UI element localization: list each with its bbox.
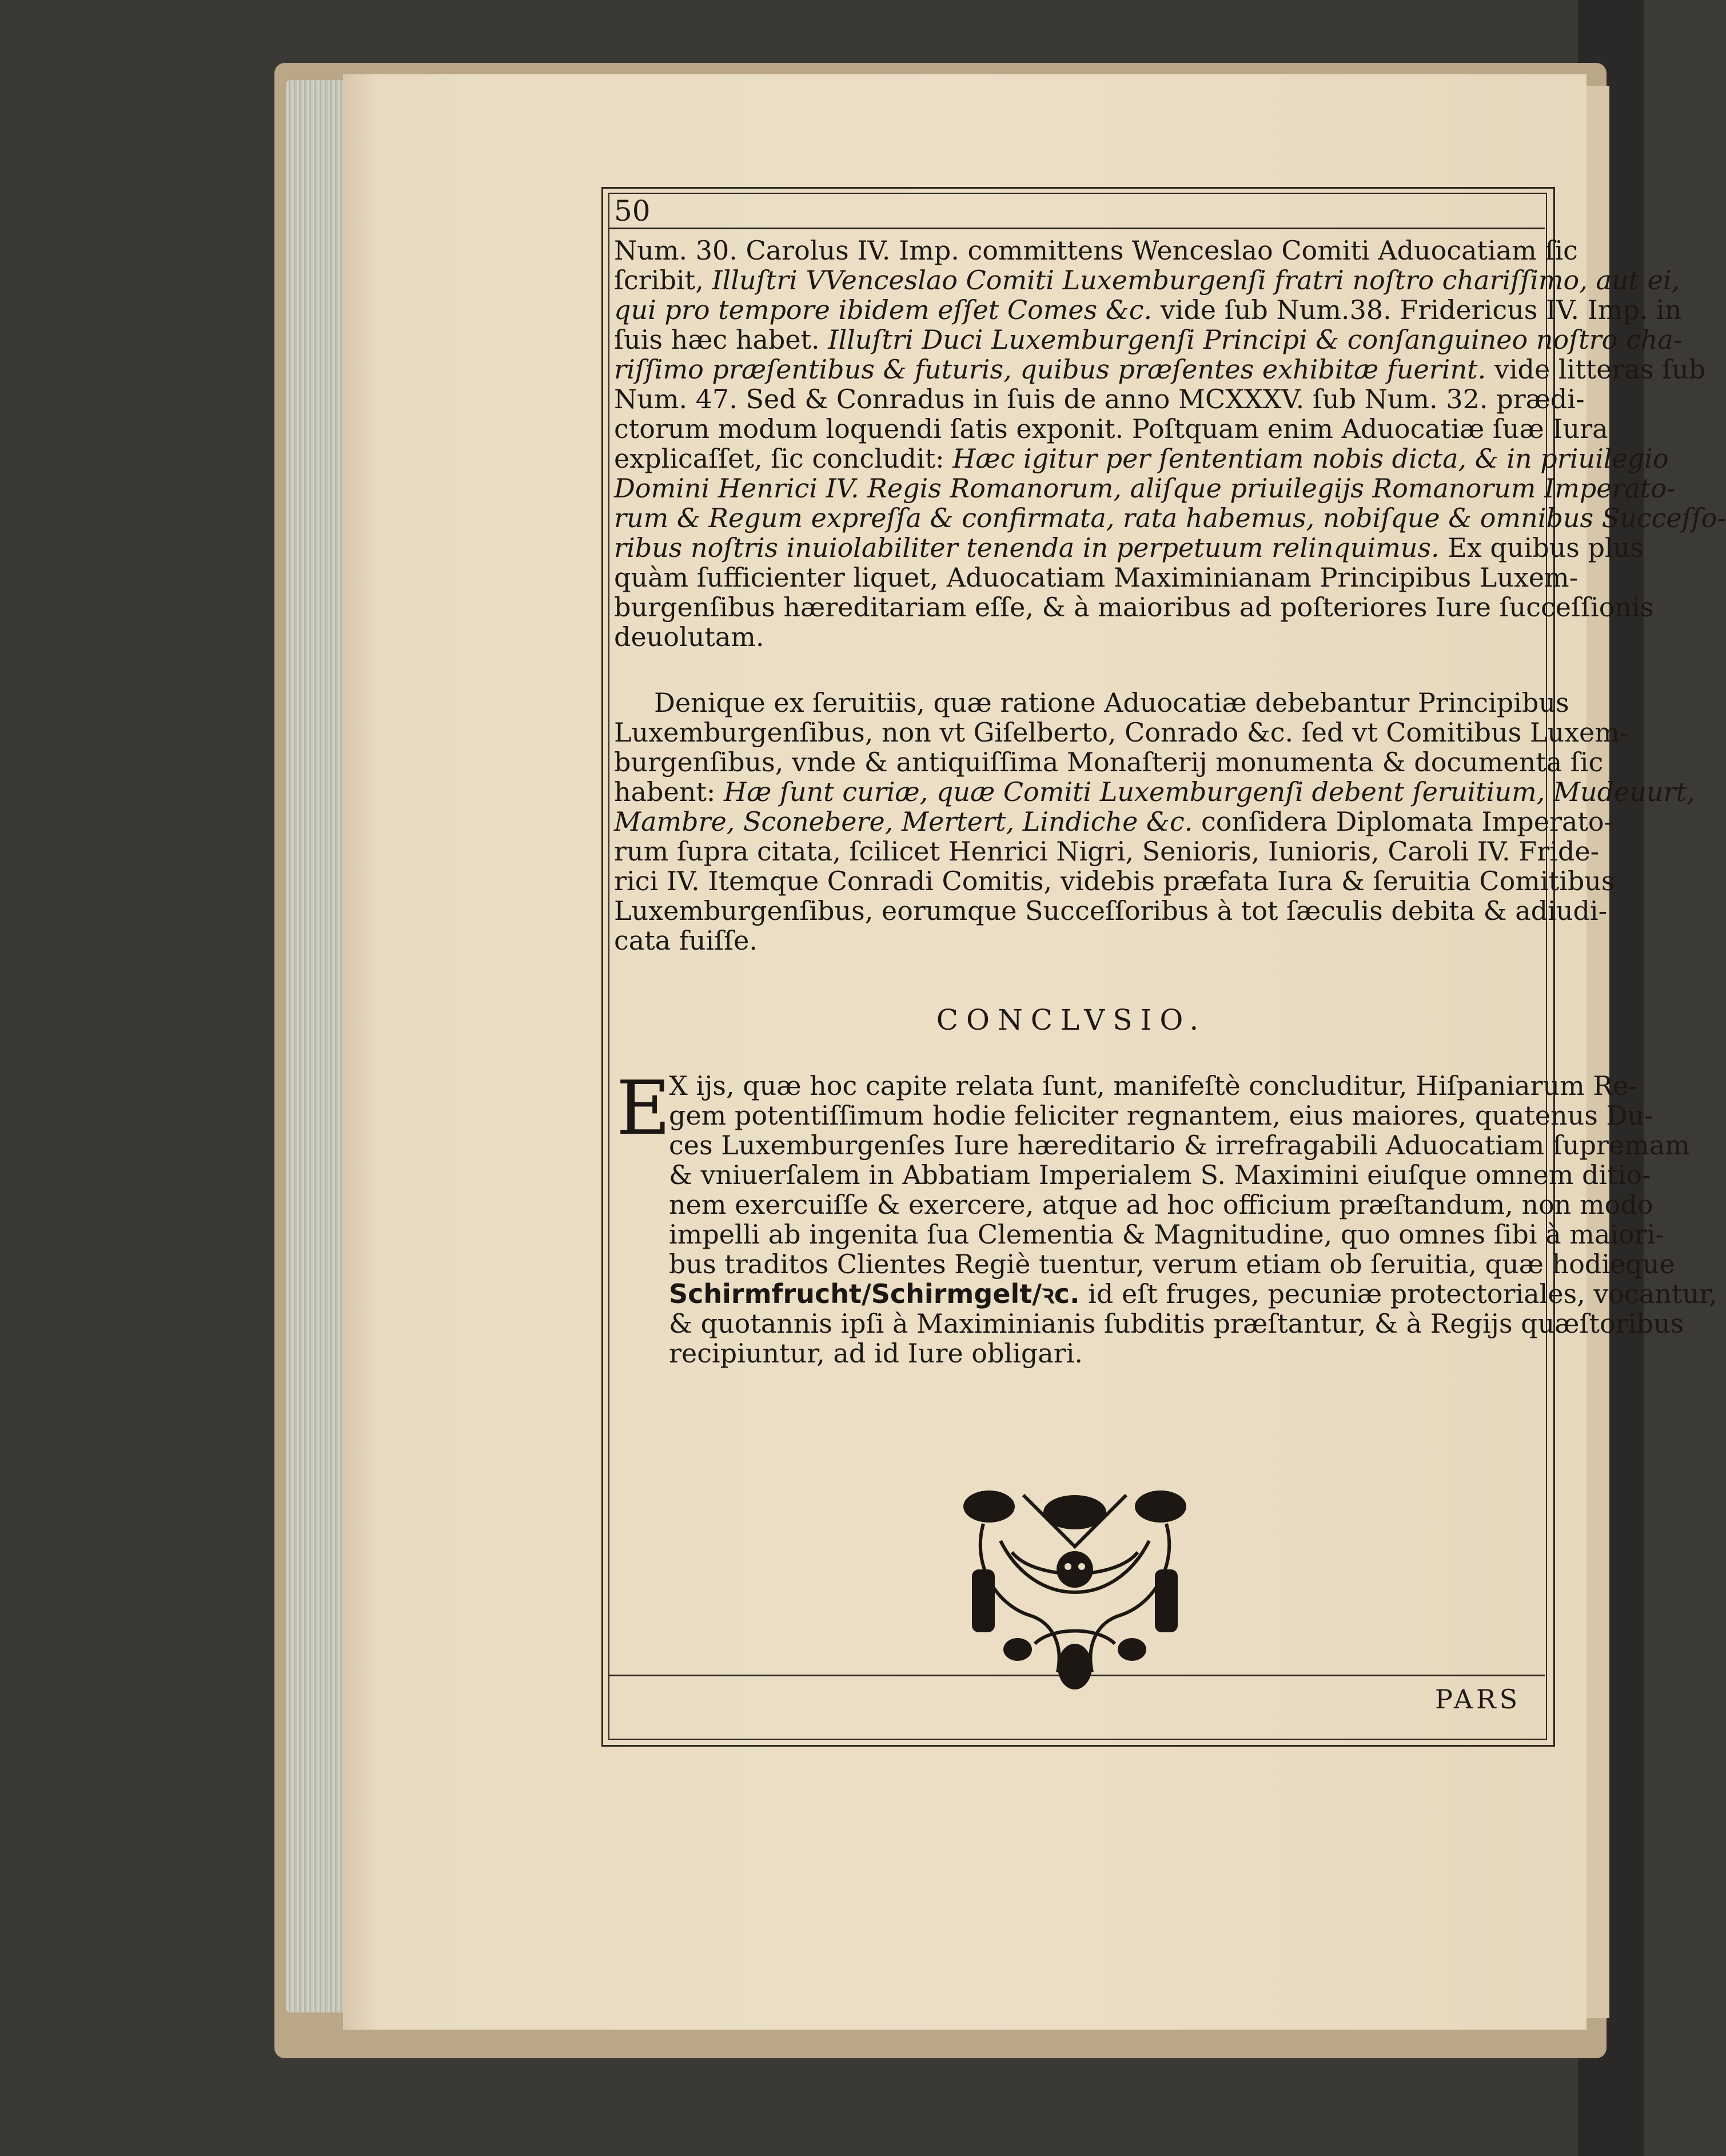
text-segment: id eſt fruges, pecuniæ protectoriales, vocantur,	[1079, 1278, 1717, 1309]
text-line	[614, 473, 1676, 504]
italic-text: Illuſtri Duci Luxemburgenſi Principi & conſanguineo noſtro cha-	[828, 324, 1683, 355]
text-line	[669, 1189, 1653, 1220]
text-line	[614, 413, 1608, 444]
text-segment: vide ſub Num.38. Fridericus IV. Imp. in	[1152, 294, 1682, 325]
text-segment: rici IV. Itemque Conradi Comitis, videbis præfata Iura & ſeruitia Comitibus	[614, 866, 1615, 896]
page-number: 50	[614, 194, 651, 228]
text-segment: habent:	[614, 776, 724, 807]
text-line	[614, 776, 1695, 807]
italic-text: rum & Regum expreſſa & confirmata, rata habemus, nobiſque & omnibus Succeſſo-	[614, 503, 1726, 533]
text-segment: rum ſupra citata, ſcilicet Henrici Nigri, Senioris, Iunioris, Caroli IV. Fride-	[614, 836, 1600, 867]
text-line	[614, 836, 1600, 867]
text-segment: Luxemburgenſibus, eorumque Succeſſoribus à tot ſæculis debita & adiudi-	[614, 895, 1608, 926]
text-line	[614, 384, 1585, 415]
text-line	[614, 926, 1529, 955]
ornament-icon	[949, 1472, 1201, 1701]
text-segment: impelli ab ingenita ſua Clementia & Magnitudine, quo omnes ſibi à maiori-	[669, 1219, 1664, 1250]
text-segment: recipiuntur, ad id Iure obligari.	[669, 1338, 1083, 1369]
drop-capital: E	[616, 1065, 671, 1151]
text-segment: Ex quibus plus	[1439, 532, 1644, 563]
text-line	[614, 324, 1683, 355]
text-line	[614, 592, 1654, 623]
text-segment: burgenſibus hæreditariam eſſe, & à maioribus ad poſteriores Iure ſucceſſionis	[614, 592, 1654, 623]
text-segment: & quotannis ipſi à Maximinianis ſubditis præſtantur, & à Regijs quæſtoribus	[669, 1308, 1684, 1339]
catchword: PARS	[1435, 1684, 1521, 1715]
text-line	[614, 532, 1644, 563]
text-line	[669, 1100, 1653, 1131]
text-line	[669, 1130, 1690, 1161]
page-edges	[286, 80, 349, 2012]
italic-text: Illuſtri VVenceslao Comiti Luxemburgenſi fratri noſtro chariſſimo, aut ei,	[712, 265, 1680, 296]
text-line	[614, 806, 1613, 837]
text-segment: cata fuiſſe.	[614, 925, 758, 956]
text-segment: Num. 47. Sed & Conradus in ſuis de anno MCXXXV. ſub Num. 32. prædi-	[614, 384, 1585, 415]
section-heading: CONCLVSIO.	[936, 1003, 1207, 1037]
text-line	[669, 1338, 1529, 1368]
text-line	[614, 354, 1706, 385]
text-segment: vide litteras ſub	[1486, 354, 1706, 385]
paragraph-services	[614, 687, 1695, 956]
italic-text: riſſimo præſentibus & futuris, quibus præſentes exhibitæ fuerint.	[614, 354, 1486, 385]
text-segment: ſcribit,	[614, 265, 712, 296]
text-line	[614, 265, 1680, 296]
paragraph-conclusion	[669, 1070, 1717, 1369]
italic-text: qui pro tempore ibidem eſſet Comes &c.	[614, 294, 1153, 325]
text-segment: nem exercuiſſe & exercere, atque ad hoc officium præſtandum, non modo	[669, 1189, 1653, 1220]
text-line	[614, 866, 1615, 896]
italic-text: Domini Henrici IV. Regis Romanorum, aliſque priuilegijs Romanorum Imperato-	[614, 473, 1676, 504]
italic-text: Hæc igitur per ſententiam nobis dicta, & in priuilegio	[952, 443, 1669, 474]
text-segment: explicaſſet, ſic concludit:	[614, 443, 953, 474]
text-segment: gem potentiſſimum hodie feliciter regnantem, eius maiores, quatenus Du-	[669, 1100, 1653, 1131]
header-rule	[608, 228, 1545, 229]
text-segment: Denique ex ſeruitiis, quæ ratione Aduocatiæ debebantur Principibus	[654, 687, 1569, 718]
text-line	[614, 294, 1682, 325]
text-segment: Luxemburgenſibus, non vt Giſelberto, Conrado &c. ſed vt Comitibus Luxem-	[614, 717, 1629, 748]
text-line	[614, 503, 1726, 533]
text-segment: conſidera Diplomata Imperato-	[1193, 806, 1613, 837]
text-line	[614, 443, 1669, 474]
text-line	[614, 747, 1604, 778]
text-line	[669, 1219, 1664, 1250]
text-line	[614, 717, 1629, 748]
text-line	[669, 1249, 1675, 1280]
text-segment: X ijs, quæ hoc capite relata ſunt, manifeſtè concluditur, Hiſpaniarum Re-	[669, 1070, 1637, 1101]
paragraph-advocacy	[614, 235, 1726, 652]
text-segment: ſuis hæc habet.	[614, 324, 828, 355]
text-line	[669, 1308, 1684, 1339]
text-segment: & vniuerſalem in Abbatiam Imperialem S. Maximini eiuſque omnem ditio-	[669, 1159, 1651, 1190]
text-segment: deuolutam.	[614, 621, 764, 652]
text-line	[614, 687, 1569, 718]
text-segment: burgenſibus, vnde & antiquiſſima Monaſterij monumenta & documenta ſic	[614, 747, 1604, 778]
italic-text: ribus noſtris inuiolabiliter tenenda in perpetuum relinquimus.	[614, 532, 1440, 563]
text-segment: quàm ſufficienter liquet, Aduocatiam Maximinianam Principibus Luxem-	[614, 562, 1578, 593]
text-segment: Num. 30. Carolus IV. Imp. committens Wenceslao Comiti Aduocatiam ſic	[614, 235, 1578, 266]
text-line	[614, 562, 1578, 593]
text-segment: ces Luxemburgenſes Iure hæreditario & irrefragabili Aduocatiam ſupremam	[669, 1130, 1690, 1161]
italic-text: Mambre, Sconebere, Mertert, Lindiche &c.	[614, 806, 1193, 837]
text-line	[614, 895, 1608, 926]
italic-text: Hæ ſunt curiæ, quæ Comiti Luxemburgenſi debent ſeruitium, Mudeuurt,	[723, 776, 1695, 807]
text-line	[614, 622, 1529, 652]
text-segment: ctorum modum loquendi ſatis exponit. Poſtquam enim Aduocatiæ ſuæ Iura	[614, 413, 1608, 444]
text-line	[614, 235, 1578, 266]
text-line	[669, 1159, 1651, 1190]
blackletter-text: Schirmfrucht/Schirmgelt/ꝛc.	[669, 1278, 1080, 1309]
text-line	[669, 1070, 1637, 1101]
text-line	[669, 1278, 1717, 1309]
text-segment: bus traditos Clientes Regiè tuentur, verum etiam ob ſeruitia, quæ hodieque	[669, 1249, 1675, 1280]
